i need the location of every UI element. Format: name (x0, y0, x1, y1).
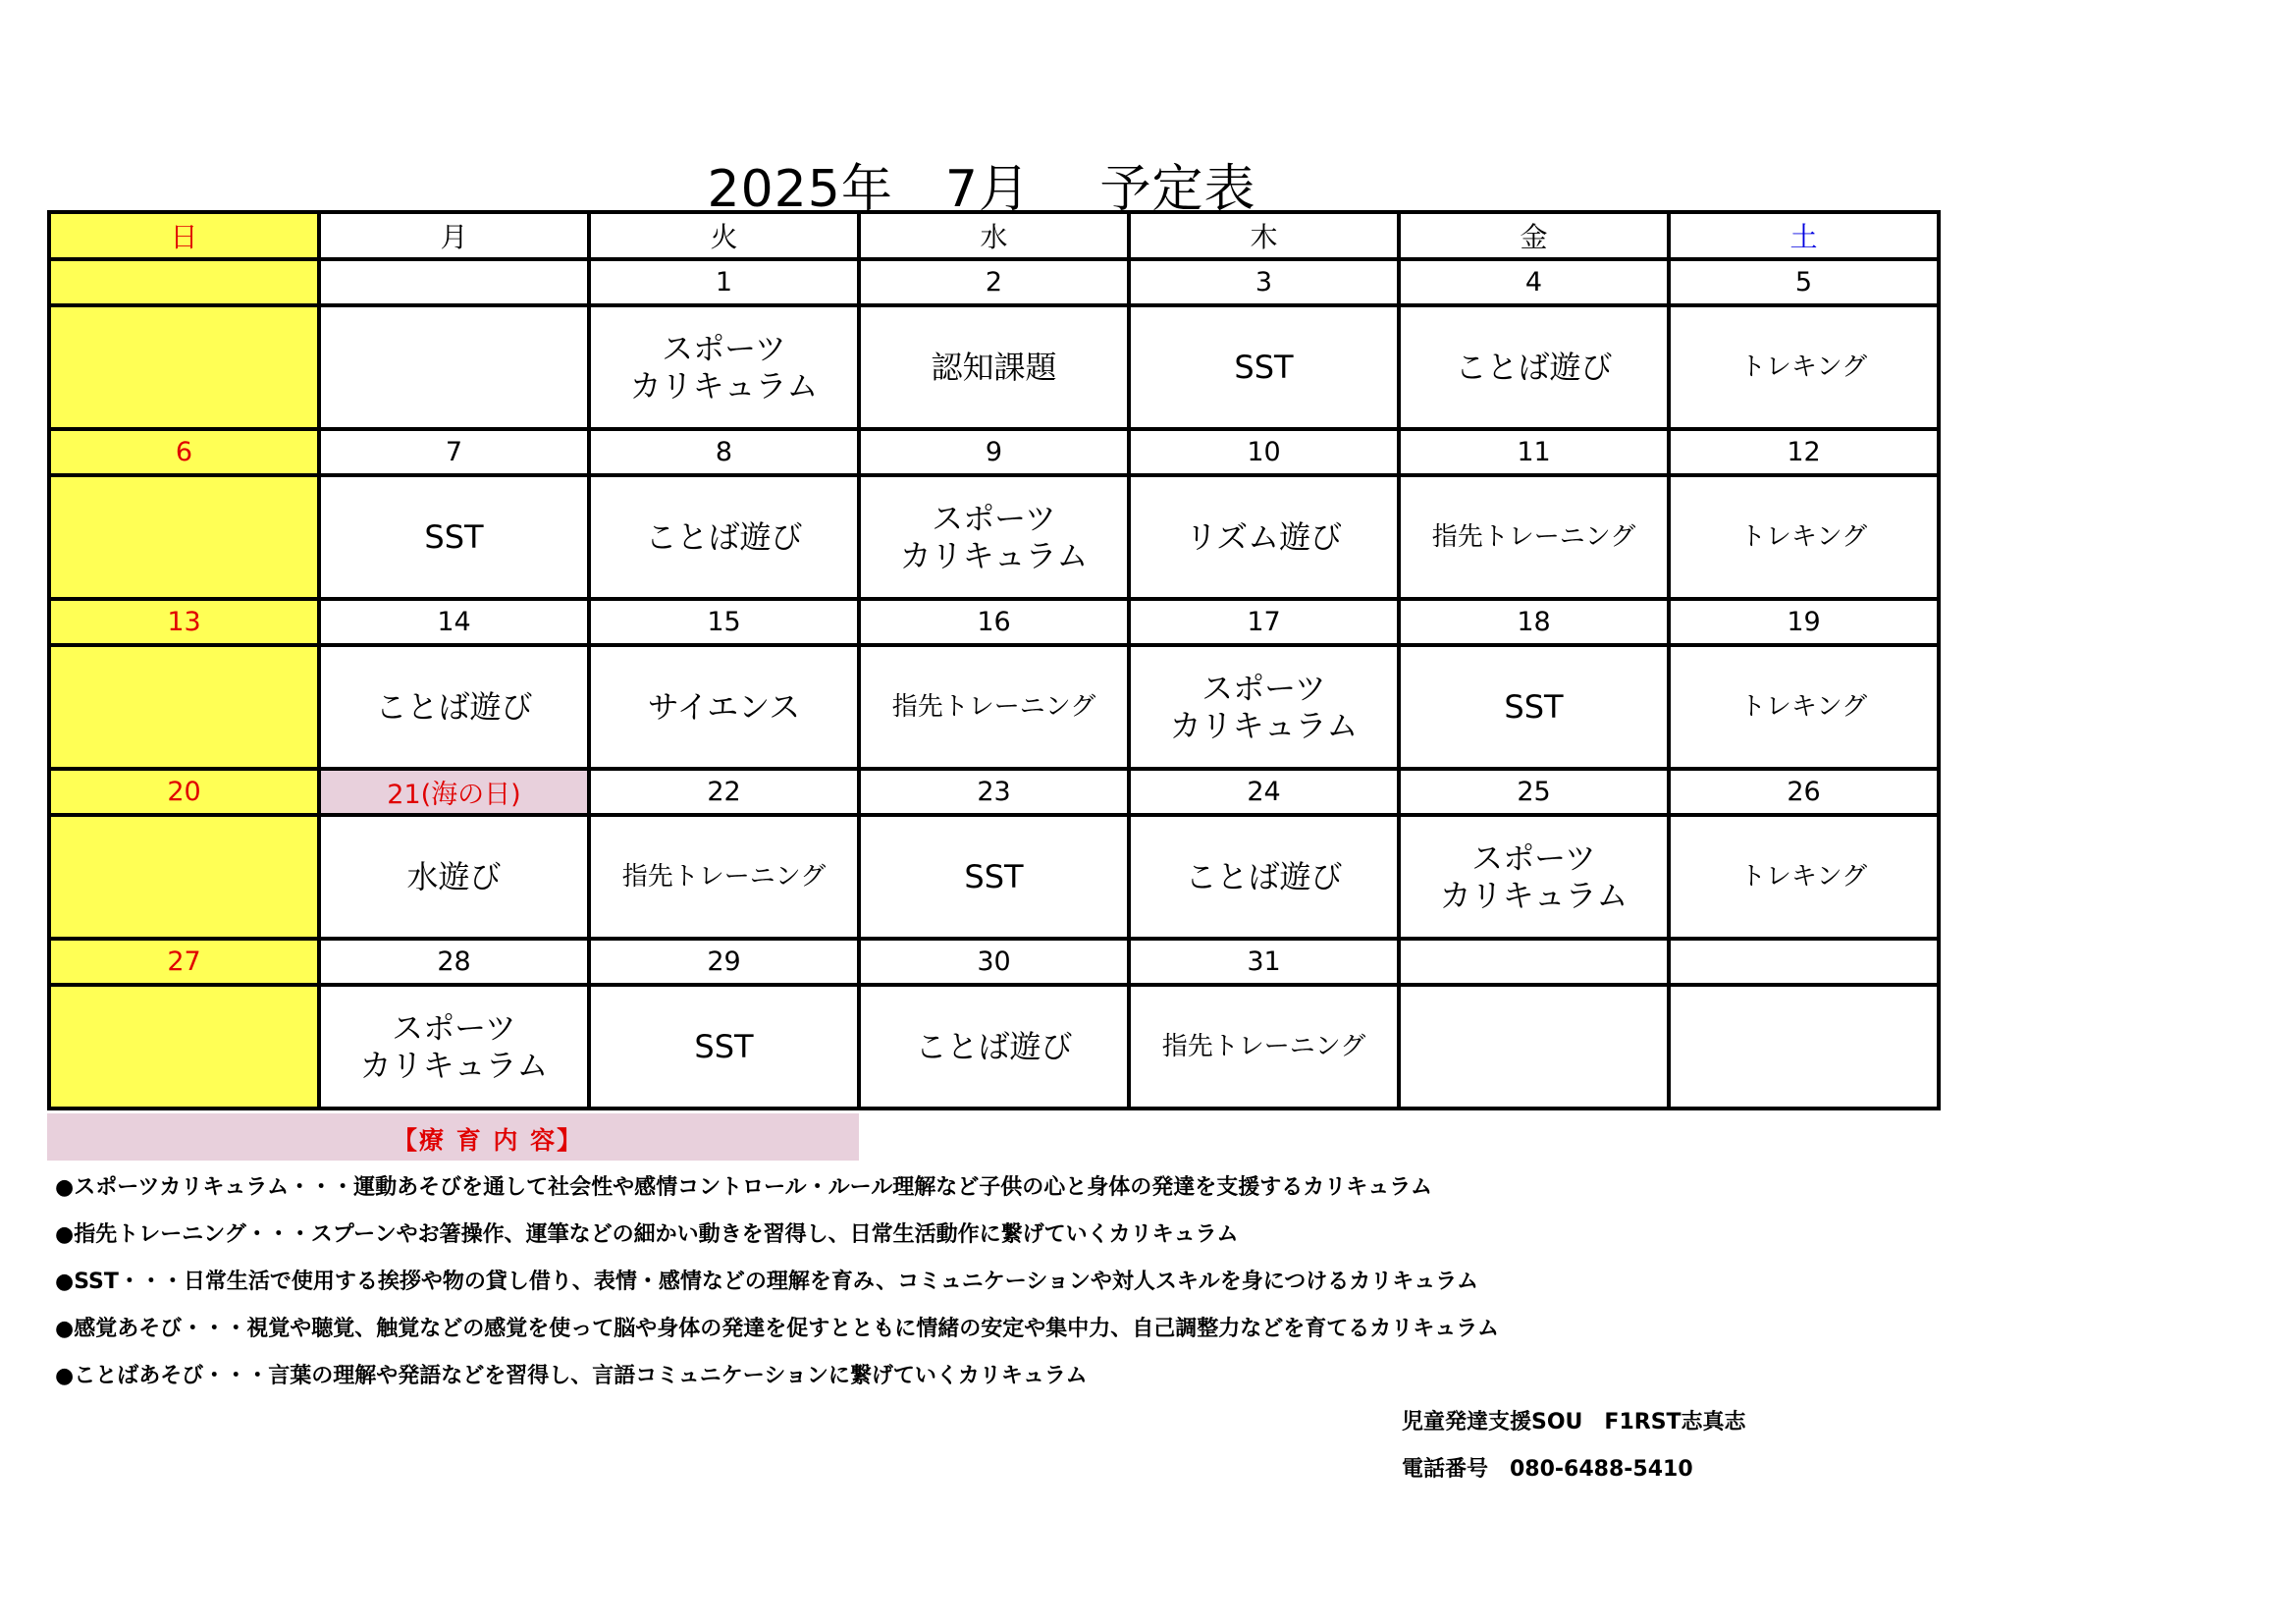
date-cell: 18 (1399, 599, 1669, 645)
date-cell: 26 (1669, 769, 1939, 815)
activity-label: トレキング (1739, 862, 1868, 892)
date-cell: 9 (859, 429, 1129, 475)
date-cell: 25 (1399, 769, 1669, 815)
date-cell: 6 (49, 429, 319, 475)
legend-item: ●SST・・・日常生活で使用する挨拶や物の貸し借り、表情・感情などの理解を育み、コミュニケーションや対人スキルを身につけるカリキュラム (55, 1270, 1479, 1294)
activity-cell (319, 305, 589, 429)
activity-label: 水遊び (406, 858, 502, 895)
activity-row (49, 305, 1939, 429)
activity-cell (1399, 305, 1669, 429)
date-cell: 3 (1129, 259, 1399, 305)
activity-cell (49, 305, 319, 429)
date-cell: 24 (1129, 769, 1399, 815)
activity-cell (859, 475, 1129, 599)
activity-row (49, 815, 1939, 939)
activity-cell (859, 645, 1129, 769)
weekday-sunday: 日 (49, 212, 319, 259)
activity-label: スポーツ カリキュラム (629, 330, 819, 405)
weekday-thursday: 木 (1129, 212, 1399, 259)
activity-label: スポーツ カリキュラム (899, 500, 1089, 574)
date-cell: 2 (859, 259, 1129, 305)
date-cell (319, 259, 589, 305)
weekday-saturday: 土 (1669, 212, 1939, 259)
activity-cell (589, 475, 859, 599)
activity-label: スポーツ カリキュラム (1169, 670, 1359, 744)
date-cell: 10 (1129, 429, 1399, 475)
activity-cell (1129, 815, 1399, 939)
date-cell (1669, 939, 1939, 985)
date-cell: 20 (49, 769, 319, 815)
activity-cell (1669, 815, 1939, 939)
date-cell: 28 (319, 939, 589, 985)
date-row (49, 599, 1939, 645)
activity-label: リズム遊び (1185, 518, 1343, 556)
date-cell: 15 (589, 599, 859, 645)
date-cell: 1 (589, 259, 859, 305)
activity-cell (1669, 475, 1939, 599)
activity-cell (49, 475, 319, 599)
activity-cell (1669, 645, 1939, 769)
weekday-header-row (49, 212, 1939, 259)
legend-list (55, 1164, 1920, 1400)
activity-label: 指先トレーニング (621, 862, 827, 892)
date-cell: 23 (859, 769, 1129, 815)
activity-cell (859, 305, 1129, 429)
activity-cell (1129, 985, 1399, 1109)
activity-cell (49, 645, 319, 769)
activity-cell (49, 815, 319, 939)
legend-title: 【療 育 内 容】 (393, 1126, 584, 1155)
date-cell: 13 (49, 599, 319, 645)
legend-header-bar (47, 1113, 859, 1161)
holiday-date-cell: 21(海の日) (319, 769, 589, 815)
activity-cell (1399, 475, 1669, 599)
date-row (49, 429, 1939, 475)
activity-cell (1669, 305, 1939, 429)
activity-cell (319, 985, 589, 1109)
date-cell: 5 (1669, 259, 1939, 305)
legend-item: ●ことばあそび・・・言葉の理解や発語などを習得し、言語コミュニケーションに繋げていくカリキュラム (55, 1364, 1088, 1388)
date-cell: 14 (319, 599, 589, 645)
activity-label: ことば遊び (645, 518, 803, 556)
date-cell: 27 (49, 939, 319, 985)
legend-item: ●指先トレーニング・・・スプーンやお箸操作、運筆などの細かい動きを習得し、日常生活動作に繋げていくカリキュラム (55, 1222, 1239, 1247)
activity-label: ことば遊び (375, 688, 533, 726)
activity-cell (319, 645, 589, 769)
date-cell: 11 (1399, 429, 1669, 475)
activity-cell (1129, 305, 1399, 429)
activity-cell (589, 815, 859, 939)
activity-row (49, 645, 1939, 769)
date-cell: 17 (1129, 599, 1399, 645)
activity-label: トレキング (1739, 692, 1868, 722)
date-cell: 30 (859, 939, 1129, 985)
activity-cell (589, 645, 859, 769)
activity-cell (589, 305, 859, 429)
activity-cell (319, 475, 589, 599)
activity-cell (1129, 475, 1399, 599)
legend-item: ●感覚あそび・・・視覚や聴覚、触覚などの感覚を使って脳や身体の発達を促すとともに情緒の安定や集中力、自己調整力などを育てるカリキュラム (55, 1317, 1499, 1341)
activity-label: 指先トレーニング (1161, 1032, 1366, 1061)
activity-label: トレキング (1739, 522, 1868, 552)
activity-label: ことば遊び (1185, 858, 1343, 895)
activity-label: スポーツ カリキュラム (359, 1009, 549, 1084)
activity-cell (1399, 985, 1669, 1109)
organization-name: 児童発達支援SOU F1RST志真志 (1402, 1410, 1746, 1434)
activity-cell (319, 815, 589, 939)
activity-cell (589, 985, 859, 1109)
page-title: 2025年 7月 予定表 (707, 160, 1256, 219)
activity-cell (1399, 815, 1669, 939)
activity-cell (859, 815, 1129, 939)
activity-label: SST (424, 518, 484, 556)
footer (1402, 1399, 1746, 1493)
weekday-monday: 月 (319, 212, 589, 259)
activity-label: 認知課題 (931, 349, 1057, 386)
activity-cell (49, 985, 319, 1109)
date-cell: 12 (1669, 429, 1939, 475)
activity-cell (1399, 645, 1669, 769)
date-row (49, 769, 1939, 815)
activity-label: ことば遊び (915, 1028, 1073, 1065)
legend-item: ●スポーツカリキュラム・・・運動あそびを通して社会性や感情コントロール・ルール理解など子供の心と身体の発達を支援するカリキュラム (55, 1175, 1433, 1200)
activity-row (49, 475, 1939, 599)
activity-label: ことば遊び (1455, 349, 1613, 386)
activity-label: SST (1234, 349, 1294, 386)
date-cell (1399, 939, 1669, 985)
date-cell: 29 (589, 939, 859, 985)
date-cell: 19 (1669, 599, 1939, 645)
activity-cell (859, 985, 1129, 1109)
activity-label: 指先トレーニング (891, 692, 1096, 722)
date-row (49, 939, 1939, 985)
date-cell: 8 (589, 429, 859, 475)
activity-row (49, 985, 1939, 1109)
activity-label: トレキング (1739, 352, 1868, 382)
date-row (49, 259, 1939, 305)
activity-label: サイエンス (647, 688, 801, 726)
weekday-tuesday: 火 (589, 212, 859, 259)
activity-label: スポーツ カリキュラム (1439, 839, 1629, 914)
calendar-table (47, 210, 1941, 1110)
date-cell (49, 259, 319, 305)
date-cell: 16 (859, 599, 1129, 645)
activity-label: 指先トレーニング (1431, 522, 1636, 552)
date-cell: 31 (1129, 939, 1399, 985)
date-cell: 22 (589, 769, 859, 815)
activity-label: SST (1504, 688, 1564, 726)
weekday-wednesday: 水 (859, 212, 1129, 259)
activity-cell (1129, 645, 1399, 769)
activity-label: SST (964, 858, 1024, 895)
activity-label: SST (694, 1028, 754, 1065)
weekday-friday: 金 (1399, 212, 1669, 259)
phone-number: 電話番号 080-6488-5410 (1402, 1457, 1693, 1482)
date-cell: 4 (1399, 259, 1669, 305)
date-cell: 7 (319, 429, 589, 475)
activity-cell (1669, 985, 1939, 1109)
